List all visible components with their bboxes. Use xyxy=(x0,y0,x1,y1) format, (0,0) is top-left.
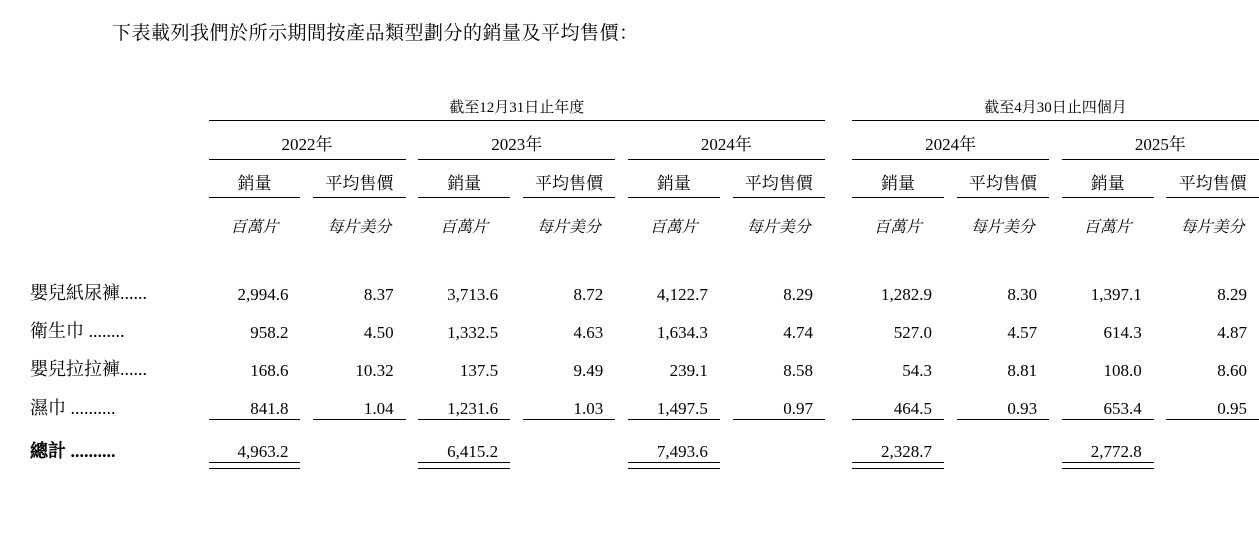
cell-gap xyxy=(1154,267,1167,305)
row-label-sanitary-napkins: 衛生巾 ........ xyxy=(30,321,125,341)
total-value-volume-2023: 6,415.2 xyxy=(447,442,499,461)
cell-value: 8.72 xyxy=(573,285,604,304)
cell-value: 137.5 xyxy=(459,361,499,380)
cell-gap xyxy=(615,420,628,463)
unit-volume-2023: 百萬片 xyxy=(440,219,489,236)
dbl-empty-4 xyxy=(957,463,1049,469)
spacer-cell xyxy=(30,160,1259,170)
double-rule-2022 xyxy=(209,463,301,469)
y-gap-3 xyxy=(825,130,852,159)
year-header-spacer xyxy=(30,130,209,159)
cell-gap xyxy=(615,267,628,305)
cell-gap xyxy=(510,267,523,305)
row-label-pull-ups: 嬰兒拉拉褲...... xyxy=(30,359,147,379)
unit-price-2023: 每片美分 xyxy=(537,219,602,236)
m-gap-2 xyxy=(406,169,419,197)
cell-value: 1.03 xyxy=(523,381,615,420)
total-value-price-2024-4m xyxy=(957,420,1049,463)
cell-gap xyxy=(615,305,628,343)
cell-gap xyxy=(1049,305,1062,343)
metric-header-spacer xyxy=(30,169,209,197)
cell-gap xyxy=(720,381,733,420)
dbl-gap-6 xyxy=(825,463,852,469)
unit-volume-2024: 百萬片 xyxy=(649,219,698,236)
cell-gap xyxy=(510,343,523,381)
cell-gap xyxy=(1049,343,1062,381)
cell-value: 8.37 xyxy=(363,285,394,304)
year-header-2022: 2022年 xyxy=(281,135,333,154)
cell-gap xyxy=(944,381,957,420)
double-rule-2024-4m xyxy=(852,463,944,469)
cell-gap xyxy=(300,381,313,420)
dbl-spacer xyxy=(30,463,209,469)
unit-price-2024-4m: 每片美分 xyxy=(970,219,1035,236)
cell-value: 3,713.6 xyxy=(447,285,499,304)
table-total-row xyxy=(30,420,1259,463)
dbl-gap-8 xyxy=(1049,463,1062,469)
cell-gap xyxy=(1049,267,1062,305)
m-gap-5 xyxy=(720,169,733,197)
cell-gap xyxy=(406,267,419,305)
intro-paragraph: 下表載列我們於所示期間按產品類型劃分的銷量及平均售價： xyxy=(112,23,639,44)
metric-header-volume-2022: 銷量 xyxy=(237,174,272,193)
total-value-price-2023 xyxy=(523,420,615,463)
spacer-cell xyxy=(30,121,1259,131)
spacer-row-4 xyxy=(30,237,1259,267)
unit-volume-2025-4m: 百萬片 xyxy=(1083,219,1132,236)
dbl-gap-9 xyxy=(1154,463,1167,469)
cell-gap xyxy=(720,305,733,343)
cell-value: 4.57 xyxy=(1007,323,1038,342)
cell-gap xyxy=(406,305,419,343)
cell-value: 4.50 xyxy=(363,323,394,342)
cell-gap xyxy=(825,305,852,343)
unit-volume-2022: 百萬片 xyxy=(230,219,279,236)
u-gap-1 xyxy=(300,214,313,237)
dbl-gap-5 xyxy=(720,463,733,469)
cell-value: 2,994.6 xyxy=(237,285,289,304)
table-row xyxy=(30,343,1259,381)
unit-header-spacer xyxy=(30,214,209,237)
cell-gap xyxy=(825,343,852,381)
cell-value: 8.29 xyxy=(783,285,813,304)
cell-value: 54.3 xyxy=(902,361,933,380)
dbl-gap-3 xyxy=(510,463,523,469)
m-gap-9 xyxy=(1154,169,1167,197)
cell-gap xyxy=(615,343,628,381)
cell-value: 1,231.6 xyxy=(418,381,510,420)
group-header-spacer xyxy=(30,96,209,120)
m-gap-4 xyxy=(615,169,628,197)
cell-value: 4,122.7 xyxy=(656,285,708,304)
cell-value: 1,282.9 xyxy=(881,285,933,304)
total-value-price-2024 xyxy=(733,420,825,463)
u-gap-6 xyxy=(825,214,852,237)
cell-gap xyxy=(510,381,523,420)
cell-gap xyxy=(825,381,852,420)
m-gap-6 xyxy=(825,169,852,197)
cell-gap xyxy=(944,420,957,463)
dbl-gap-7 xyxy=(944,463,957,469)
u-gap-9 xyxy=(1154,214,1167,237)
cell-value: 108.0 xyxy=(1103,361,1142,380)
unit-price-2025-4m: 每片美分 xyxy=(1180,219,1245,236)
cell-gap xyxy=(300,343,313,381)
cell-gap xyxy=(1049,420,1062,463)
m-gap-7 xyxy=(944,169,957,197)
group-header-annual: 截至12月31日止年度 xyxy=(449,100,585,116)
metric-header-price-2024-4m: 平均售價 xyxy=(968,174,1037,193)
unit-volume-2024-4m: 百萬片 xyxy=(874,219,923,236)
total-value-volume-2025-4m: 2,772.8 xyxy=(1090,442,1142,461)
cell-value: 0.95 xyxy=(1166,381,1259,420)
cell-gap xyxy=(1154,343,1167,381)
double-rule-2024 xyxy=(628,463,720,469)
metric-header-volume-2024-4m: 銷量 xyxy=(881,174,916,193)
m-gap-8 xyxy=(1049,169,1062,197)
cell-gap xyxy=(406,420,419,463)
cell-gap xyxy=(825,420,852,463)
metric-header-price-2025-4m: 平均售價 xyxy=(1178,174,1247,193)
cell-gap xyxy=(944,343,957,381)
unit-price-2024: 每片美分 xyxy=(746,219,811,236)
spacer-row-3 xyxy=(30,198,1259,215)
year-header-2024-four-months: 2024年 xyxy=(925,135,977,154)
cell-gap xyxy=(1154,305,1167,343)
row-label-total: 總計 .......... xyxy=(30,440,116,461)
y-gap-1 xyxy=(406,130,419,159)
cell-value: 1,332.5 xyxy=(447,323,499,342)
table-row xyxy=(30,381,1259,420)
cell-value: 8.58 xyxy=(783,361,813,380)
u-gap-8 xyxy=(1049,214,1062,237)
cell-value: 0.97 xyxy=(733,381,825,420)
cell-gap xyxy=(406,381,419,420)
cell-gap xyxy=(300,420,313,463)
double-rule-2025-4m xyxy=(1062,463,1154,469)
metric-header-volume-2023: 銷量 xyxy=(447,174,482,193)
cell-value: 4.63 xyxy=(573,323,604,342)
total-value-price-2022 xyxy=(313,420,405,463)
cell-gap xyxy=(1154,381,1167,420)
dbl-empty-3 xyxy=(733,463,825,469)
group-header-row xyxy=(30,96,1259,120)
cell-value: 1,634.3 xyxy=(656,323,708,342)
cell-value: 614.3 xyxy=(1103,323,1142,342)
cell-gap xyxy=(406,343,419,381)
row-label-wet-wipes: 濕巾 .......... xyxy=(30,397,116,418)
unit-header-row xyxy=(30,214,1259,237)
cell-gap xyxy=(1049,381,1062,420)
group-header-gap xyxy=(825,96,852,120)
cell-value: 1,397.1 xyxy=(1090,285,1142,304)
u-gap-5 xyxy=(720,214,733,237)
metric-header-price-2023: 平均售價 xyxy=(535,174,604,193)
cell-gap xyxy=(720,267,733,305)
cell-gap xyxy=(510,420,523,463)
cell-value: 527.0 xyxy=(893,323,933,342)
u-gap-4 xyxy=(615,214,628,237)
total-double-rule-row xyxy=(30,463,1259,469)
metric-header-row xyxy=(30,169,1259,197)
dbl-empty-1 xyxy=(313,463,405,469)
cell-gap xyxy=(720,343,733,381)
dbl-gap-1 xyxy=(300,463,313,469)
total-value-volume-2024-4m: 2,328.7 xyxy=(881,442,933,461)
year-header-2025-four-months: 2025年 xyxy=(1134,135,1186,154)
cell-value: 958.2 xyxy=(250,323,289,342)
y-gap-2 xyxy=(615,130,628,159)
cell-value: 653.4 xyxy=(1062,381,1154,420)
metric-header-price-2024: 平均售價 xyxy=(744,174,813,193)
cell-gap xyxy=(1154,420,1167,463)
cell-value: 8.81 xyxy=(1007,361,1038,380)
cell-gap xyxy=(825,267,852,305)
y-gap-4 xyxy=(1049,130,1062,159)
cell-value: 10.32 xyxy=(355,361,394,380)
dbl-empty-2 xyxy=(523,463,615,469)
cell-value: 4.74 xyxy=(783,323,813,342)
m-gap-3 xyxy=(510,169,523,197)
row-label-diapers: 嬰兒紙尿褲...... xyxy=(30,283,147,303)
u-gap-7 xyxy=(944,214,957,237)
cell-gap xyxy=(720,420,733,463)
metric-header-volume-2024: 銷量 xyxy=(656,174,691,193)
cell-gap xyxy=(300,305,313,343)
cell-value: 464.5 xyxy=(852,381,944,420)
cell-value: 168.6 xyxy=(250,361,289,380)
group-header-four-months: 截至4月30日止四個月 xyxy=(984,100,1127,116)
total-value-volume-2022: 4,963.2 xyxy=(237,442,289,461)
u-gap-3 xyxy=(510,214,523,237)
cell-value: 9.49 xyxy=(573,361,604,380)
cell-value: 1.04 xyxy=(313,381,405,420)
total-value-volume-2024: 7,493.6 xyxy=(656,442,708,461)
year-header-2024-annual: 2024年 xyxy=(700,135,752,154)
cell-value: 841.8 xyxy=(209,381,301,420)
dbl-empty-5 xyxy=(1166,463,1259,469)
metric-header-price-2022: 平均售價 xyxy=(325,174,394,193)
spacer-row-1 xyxy=(30,121,1259,131)
year-header-2023: 2023年 xyxy=(491,135,543,154)
total-value-price-2025-4m xyxy=(1166,420,1259,463)
dbl-gap-4 xyxy=(615,463,628,469)
spacer-row-2 xyxy=(30,160,1259,170)
unit-price-2022: 每片美分 xyxy=(327,219,392,236)
cell-gap xyxy=(615,381,628,420)
cell-gap xyxy=(944,305,957,343)
table-row xyxy=(30,267,1259,305)
dbl-gap-2 xyxy=(406,463,419,469)
u-gap-2 xyxy=(406,214,419,237)
metric-header-volume-2025-4m: 銷量 xyxy=(1090,174,1125,193)
cell-value: 239.1 xyxy=(669,361,708,380)
cell-value: 8.60 xyxy=(1217,361,1247,380)
cell-value: 4.87 xyxy=(1217,323,1247,342)
cell-gap xyxy=(510,305,523,343)
cell-gap xyxy=(300,267,313,305)
table-row xyxy=(30,305,1259,343)
double-rule-2023 xyxy=(418,463,510,469)
cell-value: 8.29 xyxy=(1217,285,1247,304)
spacer-cell xyxy=(30,237,1259,267)
cell-value: 8.30 xyxy=(1007,285,1038,304)
cell-value: 1,497.5 xyxy=(628,381,720,420)
spacer-cell xyxy=(30,198,1259,215)
cell-value: 0.93 xyxy=(957,381,1049,420)
m-gap-1 xyxy=(300,169,313,197)
sales-volume-price-table xyxy=(30,96,1259,469)
year-header-row xyxy=(30,130,1259,159)
cell-gap xyxy=(944,267,957,305)
